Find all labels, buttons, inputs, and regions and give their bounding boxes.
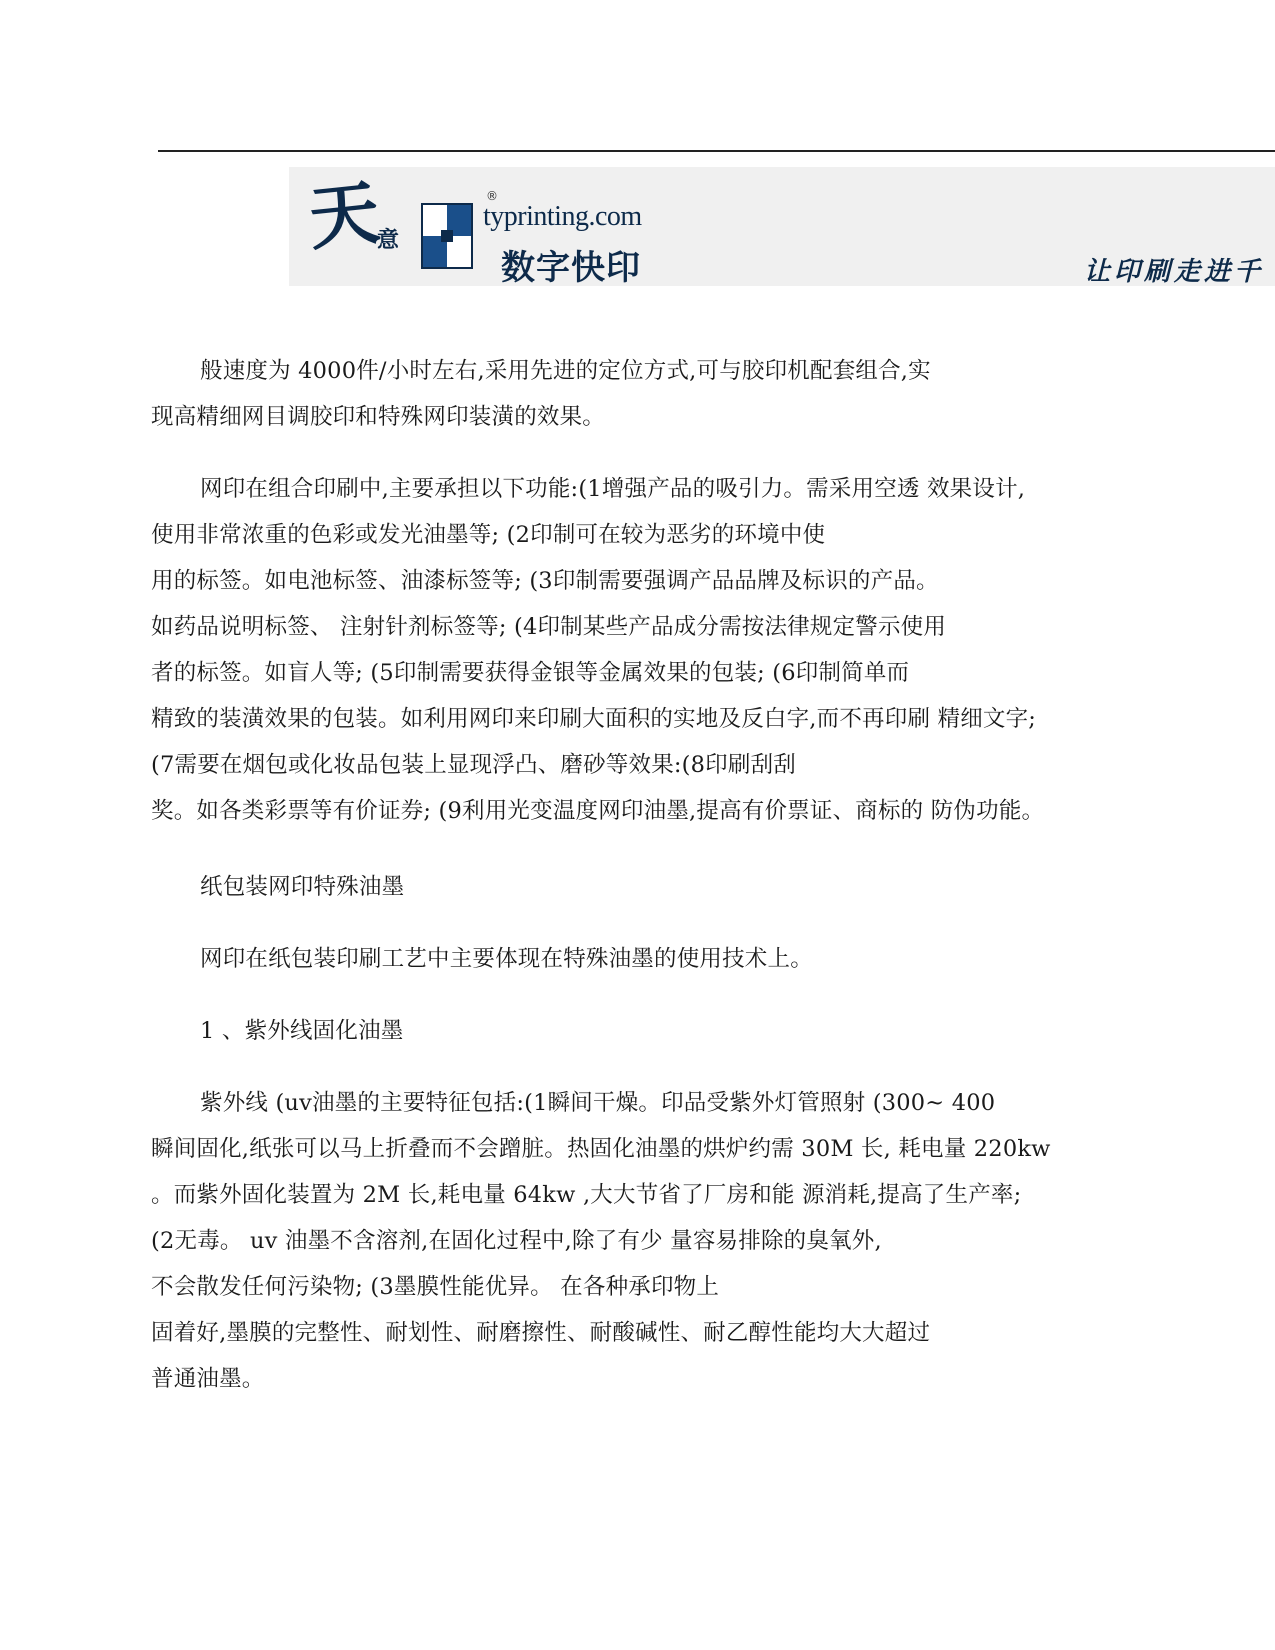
- banner-slogan: 让印刷走进千: [1084, 257, 1265, 286]
- section-heading: 纸包装网印特殊油墨: [200, 874, 405, 900]
- text-line: 使用非常浓重的色彩或发光油墨等; (2印制可在较为恶劣的环境中使: [151, 522, 826, 548]
- text-line: 用的标签。如电池标签、油漆标签等; (3印制需要强调产品品牌及标识的产品。: [151, 568, 939, 594]
- text-line: (2无毒。 uv 油墨不含溶剂,在固化过程中,除了有少 量容易排除的臭氧外,: [151, 1228, 882, 1254]
- logo-character-small: 意: [377, 227, 400, 253]
- text-line: 般速度为 4000件/小时左右,采用先进的定位方式,可与胶印机配套组合,实: [200, 358, 931, 384]
- text-line: 如药品说明标签、 注射针剂标签等; (4印制某些产品成分需按法律规定警示使用: [151, 614, 947, 640]
- text-line: 紫外线 (uv油墨的主要特征包括:(1瞬间干燥。印品受紫外灯管照射 (300~ 400: [200, 1090, 996, 1116]
- text-line: 现高精细网目调胶印和特殊网印装潢的效果。: [151, 404, 606, 430]
- text-line: (7需要在烟包或化妆品包装上显现浮凸、磨砂等效果:(8印刷刮刮: [151, 752, 796, 778]
- logo-url: typrinting.com: [483, 201, 642, 232]
- checker-logo-icon: [421, 203, 473, 269]
- text-line: 不会散发任何污染物; (3墨膜性能优异。 在各种承印物上: [151, 1274, 720, 1300]
- text-line: 网印在组合印刷中,主要承担以下功能:(1增强产品的吸引力。需采用空透 效果设计,: [200, 476, 1026, 502]
- header-banner: [289, 167, 1275, 286]
- text-line: 精致的装潢效果的包装。如利用网印来印刷大面积的实地及反白字,而不再印刷 精细文字;: [151, 706, 1037, 732]
- text-line: 奖。如各类彩票等有价证券; (9利用光变温度网印油墨,提高有价票证、商标的 防伪功能。: [151, 798, 1045, 824]
- text-line: 瞬间固化,纸张可以马上折叠而不会蹭脏。热固化油墨的烘炉约需 30M 长, 耗电量 220kw: [151, 1136, 1051, 1162]
- text-line: 普通油墨。: [151, 1366, 265, 1392]
- text-line: 固着好,墨膜的完整性、耐划性、耐磨擦性、耐酸碱性、耐乙醇性能均大大超过: [151, 1320, 931, 1346]
- header-rule: [158, 150, 1275, 152]
- logo-character: 天: [304, 170, 384, 261]
- text-line: 网印在纸包装印刷工艺中主要体现在特殊油墨的使用技术上。: [200, 946, 813, 972]
- logo-name: 数字快印: [501, 248, 641, 286]
- text-line: 。而紫外固化装置为 2M 长,耗电量 64kw ,大大节省了厂房和能 源消耗,提高了生产率;: [151, 1182, 1022, 1208]
- registered-mark: ®: [486, 189, 498, 203]
- subsection-heading: 1 、紫外线固化油墨: [200, 1018, 404, 1044]
- text-line: 者的标签。如盲人等; (5印制需要获得金银等金属效果的包装; (6印制简单而: [151, 660, 910, 686]
